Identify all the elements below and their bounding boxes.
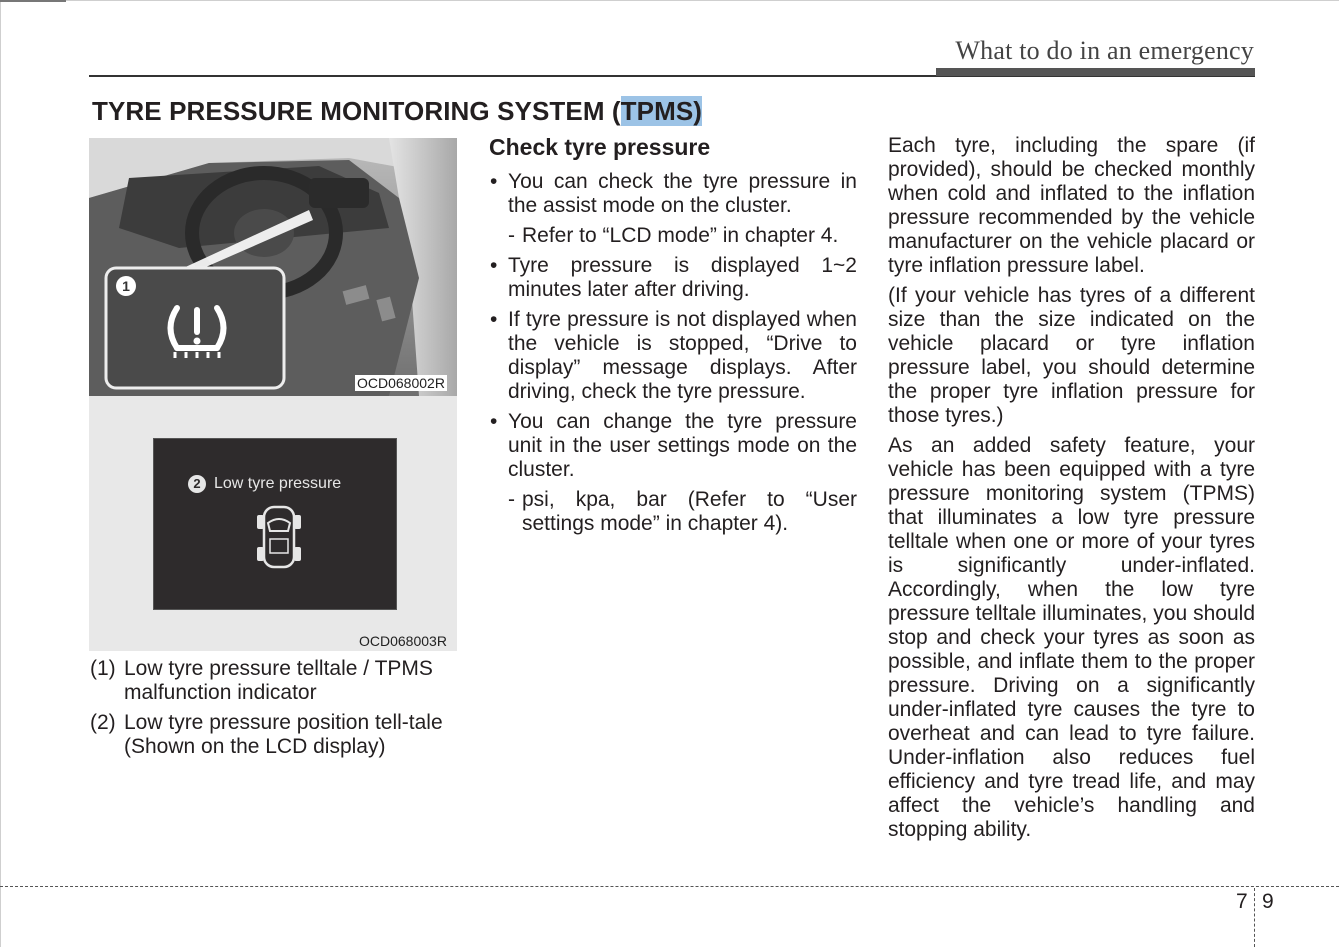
dashboard-illustration — [89, 138, 457, 396]
caption-text: Low tyre pressure telltale / TPMS malfunction indicator — [124, 657, 433, 704]
bullet-item: • Tyre pressure is displayed 1~2 minutes later after driving. — [489, 254, 857, 302]
section-heading: Check tyre pressure — [489, 134, 711, 160]
figure-code: OCD068002R — [357, 375, 445, 391]
page-number-divider — [1254, 888, 1255, 947]
figure-captions — [90, 657, 460, 765]
figure-marker-1-label: 1 — [122, 278, 130, 294]
sub-item: - Refer to “LCD mode” in chapter 4. — [489, 224, 857, 248]
page-title-highlight: TPMS) — [620, 96, 703, 126]
page-frame-top — [0, 0, 1339, 1]
paragraph: As an added safety feature, your vehicle has been equipped with a tyre pressure monitoring system (TPMS) that illuminates a low tyre pressure telltale when one or more of your tyres is significantly under-inflated. Accordingly, when the low tyre pressure telltale illuminates, you should stop and check your tyres as soon as possible, and inflate them to the proper pressure. Driving on a significantly under-inflated tyre causes the tyre to overheat and can lead to tyre failure. Under-inflation also reduces fuel efficiency and tyre tread life, and may affect the vehicle’s handling and stopping ability. — [888, 434, 1255, 841]
paragraph: Each tyre, including the spare (if provided), should be checked monthly when cold and inflated to the inflation pressure recommended by the vehicle manufacturer on the vehicle placard or tyre inflation pressure label. — [888, 134, 1255, 277]
page-title-prefix: TYRE PRESSURE MONITORING SYSTEM ( — [92, 96, 621, 126]
dashboard-figure — [89, 138, 457, 396]
sub-item: - psi, kpa, bar (Refer to “User settings mode” in chapter 4). — [489, 488, 857, 536]
footer-dashed-rule — [0, 886, 1339, 887]
check-tyre-pressure-section — [489, 132, 857, 542]
caption-number: (1) — [90, 657, 116, 680]
tyre-info-text — [888, 134, 1255, 848]
lcd-message: Low tyre pressure — [214, 475, 342, 492]
caption-item — [90, 657, 460, 705]
bullet-item: • You can check the tyre pressure in the assist mode on the cluster. — [489, 170, 857, 218]
page-frame-left — [0, 0, 1, 947]
chapter-number: 7 — [1236, 890, 1248, 913]
figure-code: OCD068003R — [359, 633, 447, 649]
bullet-item: • You can change the tyre pressure unit in the user settings mode on the cluster. — [489, 410, 857, 482]
page-title — [92, 96, 702, 127]
caption-text: Low tyre pressure position tell-tale (Shown on the LCD display) — [124, 711, 443, 758]
caption-item — [90, 711, 460, 759]
section-header: What to do in an emergency — [955, 36, 1254, 65]
lcd-figure — [89, 396, 457, 651]
caption-number: (2) — [90, 711, 116, 734]
lcd-display — [153, 438, 397, 610]
page-frame-tab — [0, 0, 66, 2]
page-number: 9 — [1262, 890, 1274, 913]
car-top-view-icon — [254, 501, 304, 573]
figure-marker-2: 2 — [188, 475, 206, 493]
header-rule-accent — [936, 68, 1255, 76]
paragraph: (If your vehicle has tyres of a different size than the size indicated on the vehicle placard or tyre inflation pressure label, you should determine the proper tyre inflation pressure for those tyres.) — [888, 284, 1255, 427]
bullet-item: • If tyre pressure is not displayed when the vehicle is stopped, “Drive to display” message displays. After driving, check the tyre pressure. — [489, 308, 857, 404]
